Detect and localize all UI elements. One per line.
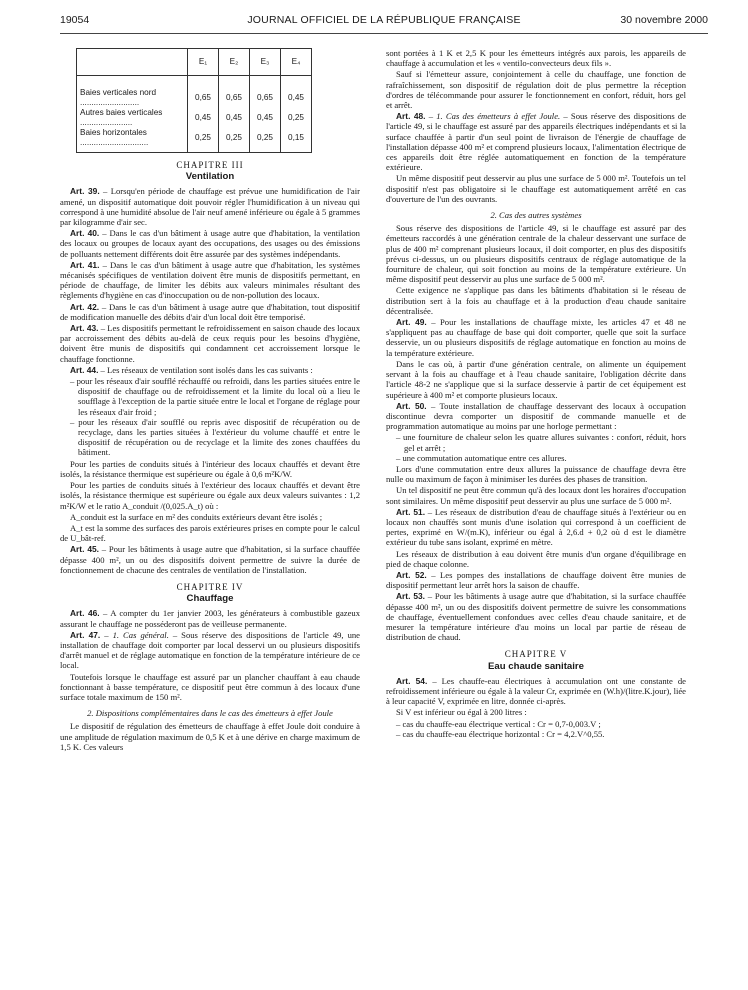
- article-text: – Toute installation de chauffage desservant des locaux à occupation discontinue devra comporter un dispositif de commande manuelle et de programmation automatique au moins par une horloge permettant :: [386, 400, 686, 432]
- table-row: [77, 108, 312, 128]
- paragraph: Si V est inférieur ou égal à 200 litres :: [396, 707, 527, 718]
- chapter-heading: CHAPITRE III: [176, 160, 244, 170]
- chapter-heading: CHAPITRE IV: [176, 581, 244, 592]
- chapter-title: Eau chaude sanitaire: [488, 660, 584, 672]
- article-number: Art. 50.: [396, 400, 427, 411]
- table-cell: 0,25: [188, 128, 219, 153]
- article-text: – Les dispositifs permettant le refroidissement en saison chaude des locaux par accroissement des débits au-delà de ceux requis pour les besoins d'hygiène, doivent être munis de dispositifs qui condamnent cet accroissement lorsque le chauffage fonctionne.: [60, 323, 360, 364]
- article-44: [60, 365, 360, 375]
- article-number: Art. 42.: [70, 301, 100, 312]
- table-header: E₁: [188, 49, 219, 76]
- article-48: Art. 48. – 1. Cas des émetteurs à effet Joule. – Sous réserve des dispositions de l'article 49, si le chauffage est assuré par des appareils électriques indépendants et si la surface chauffée à partir d'un seul point de livraison de l'énergie de chauffage de l'installation dépasse 400 m² et comprend plusieurs locaux, l'alimentation électrique de ces appareils doit être réglée automatiquement en fonction de la température extérieure.: [386, 111, 687, 173]
- article-number: Art. 39.: [70, 186, 100, 197]
- article-text: – Sous réserve des dispositions de l'article 49, si le chauffage est assuré par des appareils électriques indépendants et si la surface chauffée à partir d'un seul point de livraison de l'énergie de chauffage de l'installation dépasse 400 m² et comprend plusieurs locaux, l'alimentation électrique de ces appareils doit être réglée automatiquement en fonction de la température extérieure.: [386, 111, 687, 173]
- article-54-list: [386, 719, 686, 739]
- article-text: – Lorsqu'en période de chauffage est prévue une humidification de l'air amené, un dispositif automatique doit pouvoir régler l'humidification à un niveau qui correspond à une humidité absolue de l'air neuf amené inférieure ou égale à 5 grammes par kilogramme d'air sec.: [60, 186, 360, 228]
- table-cell: 0,25: [219, 128, 250, 153]
- article-number: Art. 44.: [70, 364, 99, 375]
- article-52: [386, 570, 686, 590]
- table-cell: 0,25: [281, 108, 312, 128]
- table-cell: 0,45: [219, 108, 250, 128]
- table-cell: 0,15: [281, 128, 312, 153]
- section-subheading: 2. Dispositions complémentaires dans le cas des émetteurs à effet Joule: [87, 708, 333, 719]
- chapter-heading: CHAPITRE V: [504, 649, 568, 660]
- article-45: [60, 544, 360, 575]
- article-43: [60, 323, 360, 364]
- article-text: – Sous réserve des dispositions de l'article 49, une installation de chauffage doit comporter par local desservi un ou plusieurs dispositifs d'arrêt manuel et de réglage automatique en fonction de la température intérieure de ce local.: [60, 629, 360, 671]
- paragraph: Cette exigence ne s'applique pas dans les bâtiments d'habitation si le réseau de distribution sert à la fois au chauffage et à la production d'eau chaude sanitaire décentralisée.: [386, 285, 686, 316]
- article-text: – Dans le cas d'un bâtiment à usage autre que d'habitation, les systèmes mécanisés spécifiques de ventilation doivent être munis de dispositifs permettant, en période de chauffage, de limiter les débits aux valeurs minimales résultant des règlements d'hygiène en cas d'inoccupation ou de non-pollution des locaux.: [60, 259, 360, 301]
- journal-title: JOURNAL OFFICIEL DE LA RÉPUBLIQUE FRANÇAISE: [247, 14, 521, 26]
- article-subheading: 1. Cas général.: [112, 629, 169, 640]
- article-text: – Les pompes des installations de chauffage doivent être munies de dispositif permettant leur arrêt hors la saison de chauffe.: [386, 569, 686, 591]
- article-42: [60, 302, 360, 322]
- table-cell: 0,65: [219, 76, 250, 109]
- paragraph: Dans le cas où, à partir d'une génération centrale, on alimente un équipement servant à la fois au chauffage et à l'eau chaude sanitaire, l'obligation décrite dans l'article 48-2 ne s'applique que si la surface desservie à partir de cet équipement est supérieure à 400 m² et comporte plusieurs locaux.: [386, 358, 686, 400]
- table-header: E₄: [281, 49, 312, 76]
- paragraph: Lors d'une commutation entre deux allures la puissance de chauffage devra être nulle ou maximum de façon à minimiser les durées des phases de transition.: [386, 463, 686, 485]
- paragraph: Un même dispositif peut desservir au plus une surface de 5 000 m². Toutefois un tel dispositif n'est pas obligatoire si le chauffage est automatiquement arrêté en cas d'ouverture de l'un des ouvrants.: [386, 173, 686, 204]
- page-header: [60, 14, 708, 34]
- article-40: [60, 228, 360, 259]
- paragraph: Sauf si l'émetteur assure, conjointement à celle du chauffage, une fonction de rafraîchissement, son dispositif de régulation doit de plus permettre la réception d'ordres de télécommande pour assurer le fonctionnement en confort, réduit, hors gel et arrêt.: [386, 69, 686, 111]
- article-number: Art. 40.: [70, 228, 100, 239]
- list-item: – pour les réseaux d'air soufflé réchauffé ou refroidi, dans les parties situées entre le dispositif de chauffage ou de refroidissement et la limite du local où a lieu le soufflage à l'exception de la partie située entre le local et l'organe de réglage pour les réseaux d'air froid ;: [78, 376, 360, 417]
- article-text: – Dans le cas d'un bâtiment à usage autre que d'habitation, la ventilation des locaux ou groupes de locaux ayant des occupations, des usages ou des émissions de polluants nettement différents doit être assurée par des systèmes indépendants.: [60, 228, 360, 259]
- article-number: Art. 48.: [396, 111, 426, 122]
- article-number: Art. 47.: [70, 629, 101, 640]
- table-cell: 0,45: [250, 108, 281, 128]
- list-item: – cas du chauffe-eau électrique vertical : Cr = 0,7-0,003.V ;: [404, 719, 686, 729]
- article-number: Art. 43.: [70, 323, 99, 334]
- left-column: [60, 48, 360, 753]
- article-47: Art. 47. – 1. Cas général. – Sous réserve des dispositions de l'article 49, une installation de chauffage doit comporter par local desservi un ou plusieurs dispositifs d'arrêt manuel et de réglage automatique en fonction de la température intérieure de ce local.: [60, 629, 360, 671]
- table-cell: 0,45: [188, 108, 219, 128]
- paragraph: A_conduit est la surface en m² des conduits extérieurs devant être isolés ;: [70, 511, 323, 522]
- paragraph: Un tel dispositif ne peut être commun qu'à des locaux dont les horaires d'occupation sont similaires. Un même dispositif peut desservir au plus une surface de 5 000 m².: [386, 485, 686, 506]
- table-header: E₃: [250, 49, 281, 76]
- article-54: [386, 676, 686, 707]
- article-number: Art. 46.: [70, 608, 100, 619]
- table-header-row: [77, 49, 312, 76]
- article-text: – Pour les installations de chauffage mixte, les articles 47 et 48 ne s'appliquent pas au chauffage de base qui doit comporter, quelle que soit la surface desservie, un ou plusieurs dispositifs de réglage automatique en fonction au moins de la température extérieure.: [386, 317, 686, 358]
- table-corner: [77, 49, 188, 76]
- row-label: Autres baies verticales .......................: [77, 108, 188, 128]
- paragraph: Sous réserve des dispositions de l'article 49, si le chauffage est assuré par des émetteurs raccordés à une génération centrale de la chaleur desservant une surface de plus de 400 m² comprenant plusieurs locaux, il doit comporter, en plus des dispositifs prévus ci-dessus, un ou plusieurs dispositifs centraux de réglage automatique de la fourniture de chaleur, qui soit fonction au moins de la température extérieure. Un même dispositif peut desservir au plus une surface de 5 000 m².: [386, 223, 686, 285]
- article-50: [386, 401, 686, 432]
- chapter-title: Chauffage: [186, 593, 234, 605]
- coefficient-table: [76, 48, 312, 153]
- row-label: Baies horizontales ..............................: [77, 128, 188, 153]
- right-column: [386, 48, 686, 740]
- table-cell: 0,65: [188, 76, 219, 109]
- article-number: Art. 51.: [396, 506, 426, 517]
- article-text: – Les réseaux de distribution d'eau de chauffage situés à l'extérieur ou en locaux non chauffés sont munis d'une isolation qui correspond à un coefficient de pertes, exprimé en W/(m.K), inférieur ou égal à 2,6.d + 0,2 où d est le diamètre extérieur du tube sans isolant, exprimé en mètre.: [386, 506, 686, 548]
- paragraph: Pour les parties de conduits situés à l'intérieur des locaux chauffés et devant être isolés, la résistance thermique est supérieure ou égale à 0,6 m²K/W.: [60, 458, 360, 479]
- list-item: – cas du chauffe-eau électrique horizontal : Cr = 4,2.V^0,55.: [404, 729, 686, 739]
- article-number: Art. 45.: [70, 544, 100, 555]
- paragraph: Toutefois lorsque le chauffage est assuré par un plancher chauffant à eau chaude fonctionnant à basse température, ce dispositif peut être commun à des locaux d'une surface totale maximum de 150 m².: [60, 671, 360, 702]
- issue-date: 30 novembre 2000: [620, 14, 708, 26]
- article-46: [60, 608, 360, 628]
- article-number: Art. 52.: [396, 569, 427, 580]
- article-51: [386, 507, 686, 548]
- article-49: [386, 317, 686, 358]
- table-cell: 0,45: [281, 76, 312, 109]
- article-text: – Les chauffe-eau électriques à accumulation ont une constante de refroidissement inférieure ou égale à la valeur Cr, exprimée en (W.h)/(litre.K.jour), liée à leur capacité V, exprimée en litre, donnée ci-après.: [386, 675, 686, 707]
- article-text: – Dans le cas d'un bâtiment à usage autre que d'habitation, tout dispositif de modification manuelle des débits d'air d'un local doit être temporisé.: [60, 301, 360, 322]
- paragraph: Les réseaux de distribution à eau doivent être munis d'un organe d'équilibrage en pied de chaque colonne.: [386, 548, 686, 569]
- article-subheading: 1. Cas des émetteurs à effet Joule.: [436, 111, 561, 122]
- article-50-list: [386, 432, 686, 463]
- article-number: Art. 49.: [396, 317, 427, 328]
- article-53: [386, 591, 686, 642]
- article-41: [60, 260, 360, 301]
- article-text: – Les réseaux de ventilation sont isolés dans les cas suivants :: [98, 364, 313, 375]
- page-number: 19054: [60, 14, 90, 26]
- article-39: [60, 186, 360, 227]
- table-header: E₂: [219, 49, 250, 76]
- article-number: Art. 54.: [396, 675, 428, 686]
- article-number: Art. 53.: [396, 591, 426, 602]
- row-label: Baies verticales nord ..........................: [77, 76, 188, 109]
- table-cell: 0,65: [250, 76, 281, 109]
- list-item: – une fourniture de chaleur selon les quatre allures suivantes : confort, réduit, hors gel et arrêt ;: [404, 432, 686, 452]
- table-row: [77, 128, 312, 153]
- list-item: – pour les réseaux d'air soufflé ou repris avec dispositif de récupération ou de recyclage, dans les parties situées à l'extérieur du volume chauffé et entre le dispositif de récupération ou de recyclage et la limite des zones chauffées du bâtiment.: [78, 417, 360, 458]
- table-row: [77, 76, 312, 109]
- article-text: – Pour les bâtiments à usage autre que d'habitation, si la surface chauffée dépasse 400 m², un ou des dispositifs doivent permettre de suivre les consommations de chauffage, éventuellement confondues avec celles d'eau chaude sanitaire, et de mesurer la température intérieure d'au moins un local par partie de réseau de distribution de chaud.: [386, 591, 686, 643]
- section-subheading: 2. Cas des autres systèmes: [490, 210, 582, 221]
- paragraph: Le dispositif de régulation des émetteurs de chauffage à effet Joule doit conduire à une amplitude de régulation maximum de 0,5 K et à une dérive en charge maximum de 1,5 K. Ces valeurs: [60, 721, 360, 752]
- article-number: Art. 41.: [70, 259, 100, 270]
- chapter-title: Ventilation: [185, 171, 235, 183]
- article-text: – A compter du 1er janvier 2003, les générateurs à combustible gazeux assurant le chauffage ne posséderont pas de veilleuse permanente.: [60, 608, 360, 629]
- list-item: – une commutation automatique entre ces allures.: [404, 453, 686, 463]
- table-cell: 0,25: [250, 128, 281, 153]
- paragraph: sont portées à 1 K et 2,5 K pour les émetteurs intégrés aux parois, les appareils de chauffage à accumulation et les « ventilo-convecteurs deux fils ».: [386, 48, 686, 69]
- paragraph: Pour les parties de conduits situés à l'extérieur des locaux chauffés et devant être isolés, la résistance thermique est supérieure ou égale aux deux valeurs suivantes : 1,2 m²K/W et le ratio A_conduit /(0,025.A_t) où :: [60, 480, 360, 511]
- article-44-list: [60, 376, 360, 458]
- article-text: – Pour les bâtiments à usage autre que d'habitation, si la surface chauffée dépasse 400 m², un ou des dispositifs doivent permettre de suivre la durée de fonctionnement de chacune des centrales de ventilation de l'installation.: [60, 544, 360, 575]
- paragraph: A_t est la somme des surfaces des parois extérieures prises en compte pour le calcul de U_bât-ref.: [60, 522, 360, 544]
